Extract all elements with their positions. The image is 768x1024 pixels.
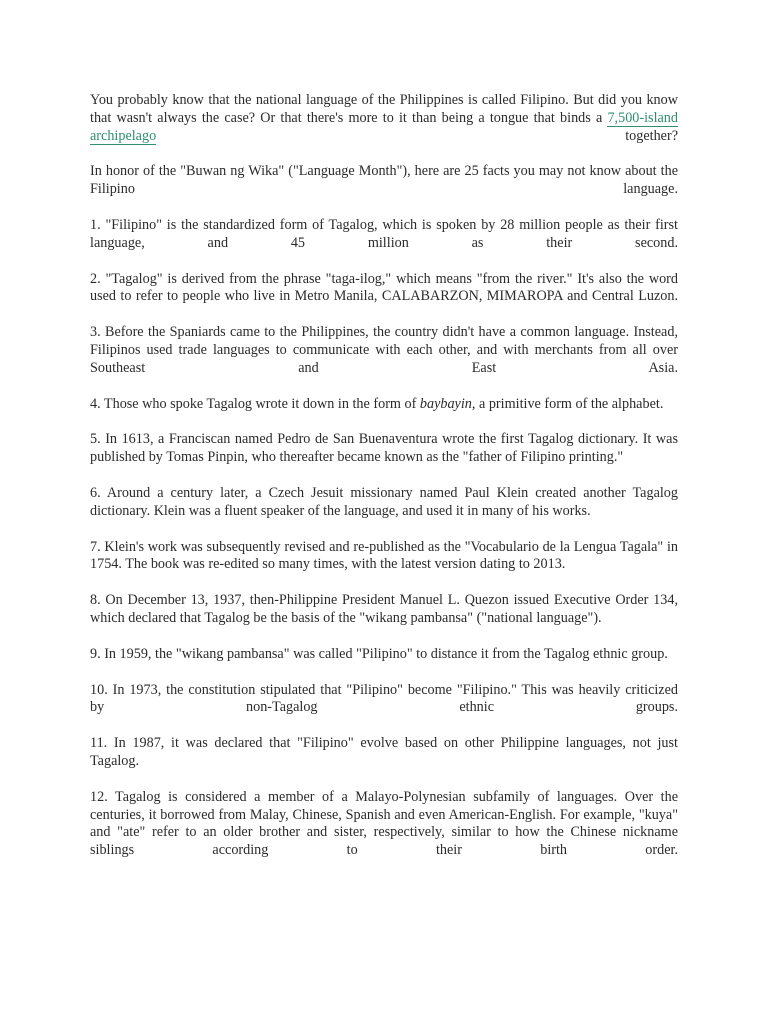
fact-3: 3. Before the Spaniards came to the Philippines, the country didn't have a common language. Instead, Filipinos used trade languages to communicate with each other, and with merchants from all over Southeast and East Asia. [90,324,678,376]
fact-7: 7. Klein's work was subsequently revised and re-published as the "Vocabulario de la Lengua Tagala" in 1754. The book was re-edited so many times, with the latest version dating to 2013. [90,538,678,573]
intro-text-2: together? [156,127,678,144]
fact-1: 1. "Filipino" is the standardized form of Tagalog, which is spoken by 28 million people as their first language, and 45 million as their second. [90,216,678,251]
fact-8: 8. On December 13, 1937, then-Philippine President Manuel L. Quezon issued Executive Order 134, which declared that Tagalog be the basis of the "wikang pambansa" ("national language"). [90,592,678,626]
fact-5: 5. In 1613, a Franciscan named Pedro de San Buenaventura wrote the first Tagalog dictionary. It was published by Tomas Pinpin, who thereafter became known as the "father of Filipino printing." [90,431,678,466]
fact-2: 2. "Tagalog" is derived from the phrase "taga-ilog," which means "from the river." It's also the word used to refer to people who live in Metro Manila, CALABARZON, MIMAROPA and Central Luzon. [90,270,678,305]
fact-4-text-b: , a primitive form of the alphabet. [471,395,664,412]
fact-4 [90,396,678,414]
fact-6: 6. Around a century later, a Czech Jesuit missionary named Paul Klein created another Tagalog dictionary. Klein was a fluent speaker of the language, and used it in many of his works. [90,484,678,519]
lead-paragraph: In honor of the "Buwan ng Wika" ("Language Month"), here are 25 facts you may not know about the Filipino language. [90,163,678,198]
fact-9: 9. In 1959, the "wikang pambansa" was called "Pilipino" to distance it from the Tagalog ethnic group. [90,645,668,662]
article-body [90,92,678,878]
fact-11: 11. In 1987, it was declared that "Filipino" evolve based on other Philippine languages, not just Tagalog. [90,735,678,769]
fact-10: 10. In 1973, the constitution stipulated that "Pilipino" become "Filipino." This was heavily criticized by non-Tagalog ethnic groups. [90,681,678,716]
intro-text-1: You probably know that the national language of the Philippines is called Filipino. But did you know that wasn't always the case? Or that there's more to it than being a tongue that binds a [90,92,678,126]
archipelago-link[interactable]: 7,500-island archipelago [90,109,678,144]
fact-4-text-a: 4. Those who spoke Tagalog wrote it down in the form of [90,395,420,412]
fact-12: 12. Tagalog is considered a member of a Malayo-Polynesian subfamily of languages. Over the centuries, it borrowed from Malay, Chinese, Spanish and even American-English. For example, "kuya" and "ate" refer to an older brother and sister, respectively, similar to how the Chinese nickname siblings according to their birth order. [90,788,678,859]
baybayin-term: baybayin [419,395,472,412]
intro-paragraph [90,92,678,145]
